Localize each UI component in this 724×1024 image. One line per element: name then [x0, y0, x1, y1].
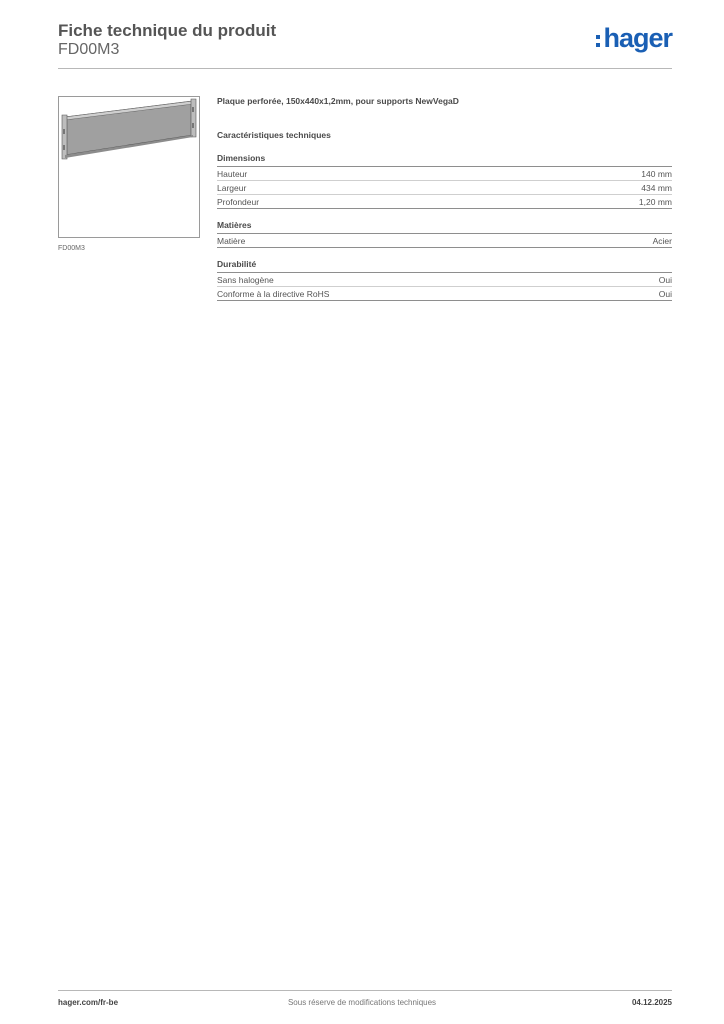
- section-dimensions: [217, 153, 672, 209]
- section-materials: [217, 220, 672, 248]
- logo-text: hager: [603, 23, 672, 53]
- spec-label: Hauteur: [217, 169, 248, 179]
- footer-divider: [58, 990, 672, 991]
- spec-row: [217, 234, 672, 248]
- spec-value: 1,20 mm: [638, 197, 672, 207]
- specs-title: Caractéristiques techniques: [217, 130, 331, 140]
- footer-website: hager.com/fr-be: [58, 998, 119, 1007]
- spec-value: 140 mm: [641, 169, 672, 179]
- spec-row: [217, 287, 672, 301]
- image-caption: FD00M3: [58, 245, 85, 252]
- product-description: Plaque perforée, 150x440x1,2mm, pour supports NewVegaD: [217, 96, 459, 106]
- header-divider: [58, 68, 672, 69]
- perforated-plate-image-icon: [59, 97, 199, 237]
- product-image-frame: [58, 96, 200, 238]
- section-title: Matières: [217, 220, 672, 234]
- hager-logo: [596, 25, 672, 52]
- spec-label: Matière: [217, 236, 246, 246]
- product-details: [217, 96, 672, 301]
- product-reference: FD00M3: [58, 41, 120, 58]
- footer-note: Sous réserve de modifications techniques: [287, 998, 437, 1007]
- spec-value: Acier: [652, 236, 672, 246]
- spec-label: Sans halogène: [217, 275, 274, 285]
- spec-value: Oui: [658, 275, 672, 285]
- section-title: Dimensions: [217, 153, 672, 167]
- spec-label: Largeur: [217, 183, 247, 193]
- spec-value: Oui: [658, 289, 672, 299]
- section-title: Durabilité: [217, 259, 672, 273]
- spec-row: [217, 195, 672, 209]
- spec-row: [217, 181, 672, 195]
- page-title: Fiche technique du produit: [58, 21, 277, 40]
- spec-label: Conforme à la directive RoHS: [217, 289, 330, 299]
- footer-date: 04.12.2025: [631, 998, 672, 1007]
- spec-row: [217, 273, 672, 287]
- logo-dots-icon: [596, 35, 600, 47]
- section-durability: [217, 259, 672, 301]
- spec-value: 434 mm: [641, 183, 672, 193]
- spec-row: [217, 167, 672, 181]
- spec-label: Profondeur: [217, 197, 260, 207]
